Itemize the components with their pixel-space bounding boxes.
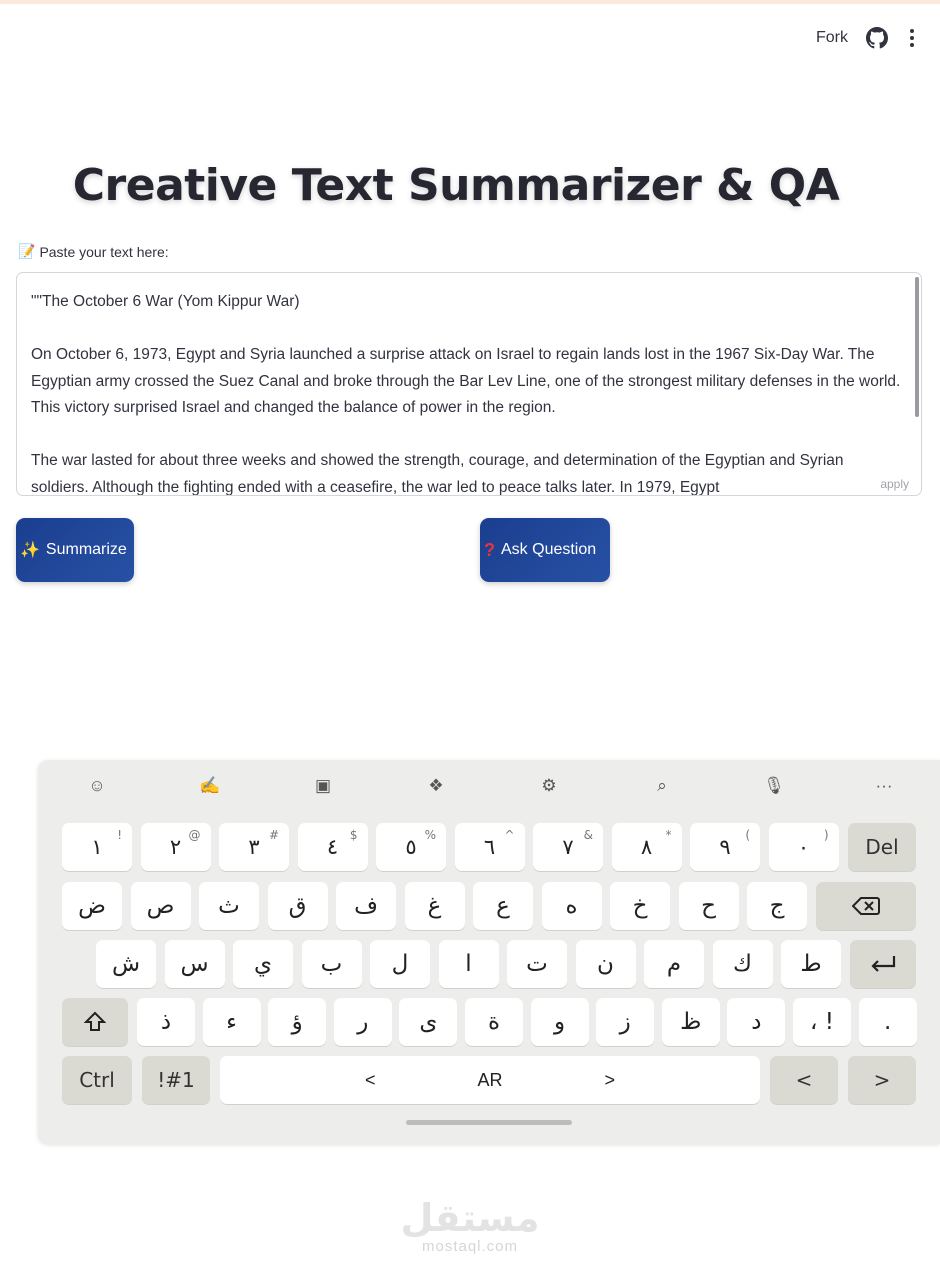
space-left-arrow: <: [365, 1069, 376, 1090]
keyboard-handle[interactable]: [406, 1120, 572, 1125]
key-label: د: [751, 1009, 762, 1035]
text-input[interactable]: [16, 272, 922, 496]
key-digit[interactable]: [298, 823, 368, 871]
key-letter[interactable]: [199, 882, 259, 930]
key-label: Del: [865, 835, 899, 859]
key-digit[interactable]: [62, 823, 132, 871]
input-label: [18, 243, 169, 260]
main-menu-icon[interactable]: [906, 29, 918, 47]
key-letter[interactable]: [233, 940, 293, 988]
key-secondary-label: !: [117, 828, 122, 842]
text-paragraph: On October 6, 1973, Egypt and Syria launched a surprise attack on Israel to regain lands lost in the 1967 Six-Day War. The Egyptian army crossed the Suez Canal and broke through the Bar Lev Line, one of the strongest military defenses in the world. This victory surprised Israel and changed the balance of power in the region.: [31, 346, 901, 416]
key-label: ، !: [810, 1009, 834, 1035]
shift-icon: [84, 1011, 106, 1033]
enter-key[interactable]: [850, 940, 916, 988]
key-label: ز: [619, 1009, 631, 1035]
key-letter[interactable]: [859, 998, 917, 1046]
backspace-icon: [852, 896, 880, 916]
summarize-button[interactable]: [16, 518, 134, 582]
language-label: AR: [477, 1069, 503, 1090]
summarize-label: Summarize: [45, 541, 127, 558]
github-icon[interactable]: [866, 27, 888, 49]
key-label: غ: [427, 893, 442, 919]
key-secondary-label: %: [424, 828, 436, 842]
key-label: ر: [357, 1009, 369, 1035]
key-letter[interactable]: [576, 940, 636, 988]
key-digit[interactable]: [533, 823, 603, 871]
key-letter[interactable]: [336, 882, 396, 930]
key-label: ٢: [169, 835, 182, 859]
key-label: ٤: [326, 835, 339, 859]
ctrl-key[interactable]: [62, 1056, 132, 1104]
key-label: ع: [496, 893, 510, 919]
key-label: !#1: [157, 1068, 195, 1092]
key-secondary-label: *: [665, 828, 672, 842]
on-screen-keyboard[interactable]: [38, 760, 940, 1144]
fork-link[interactable]: Fork: [816, 29, 848, 46]
key-secondary-label: ): [823, 828, 829, 842]
key-letter[interactable]: [507, 940, 567, 988]
settings-icon[interactable]: ⚙: [541, 776, 557, 795]
key-label: ص: [146, 893, 175, 919]
top-border: [0, 0, 940, 4]
key-label: ة: [487, 1009, 501, 1035]
key-secondary-label: &: [583, 828, 593, 842]
key-secondary-label: @: [188, 828, 201, 842]
key-letter[interactable]: [662, 998, 720, 1046]
key-label: ٩: [719, 835, 731, 859]
question-icon: ?: [484, 539, 495, 560]
text-paragraph: ""The October 6 War (Yom Kippur War): [31, 293, 300, 310]
key-letter[interactable]: [96, 940, 156, 988]
key-label: ف: [354, 893, 378, 919]
search-icon[interactable]: ⌕: [657, 776, 667, 795]
app-header: [816, 22, 918, 54]
key-label: ٣: [248, 835, 260, 859]
input-label-text: Paste your text here:: [39, 243, 169, 260]
text-input-scrollbar[interactable]: [915, 277, 919, 417]
key-letter[interactable]: [610, 882, 670, 930]
key-digit[interactable]: [141, 823, 211, 871]
key-label: ذ: [160, 1009, 172, 1035]
key-label: م: [666, 951, 682, 977]
key-label: ٦: [483, 835, 496, 859]
handwriting-icon[interactable]: ✍: [199, 776, 221, 795]
key-label: ل: [391, 951, 409, 977]
key-letter[interactable]: [596, 998, 654, 1046]
key-letter[interactable]: [302, 940, 362, 988]
key-label: و: [554, 1009, 566, 1035]
key-label: ش: [111, 951, 141, 977]
space-bar[interactable]: [220, 1056, 760, 1104]
mic-icon[interactable]: 🎙: [763, 776, 785, 795]
key-label: ق: [288, 893, 307, 919]
key-digit[interactable]: [769, 823, 839, 871]
text-paragraph: The war lasted for about three weeks and showed the strength, courage, and determination of the Egyptian and Syrian soldiers. Although the fighting ended with a ceasefire, the war led to peace talks later. In 1979, Egypt: [31, 452, 844, 496]
key-letter[interactable]: [747, 882, 807, 930]
key-secondary-label: ^: [504, 828, 515, 842]
key-letter[interactable]: [334, 998, 392, 1046]
key-label: ؤ: [291, 1009, 303, 1035]
key-digit[interactable]: [690, 823, 760, 871]
key-label: ض: [78, 893, 106, 919]
key-label: ب: [320, 951, 343, 977]
text-input-content[interactable]: [31, 289, 903, 496]
key-label: ٥: [405, 835, 417, 859]
key-letter[interactable]: [439, 940, 499, 988]
sparkles-icon: ✨: [20, 542, 40, 559]
key-label: ٨: [640, 835, 653, 859]
key-label: ى: [419, 1009, 438, 1035]
key-label: ه: [565, 893, 578, 919]
key-letter[interactable]: [405, 882, 465, 930]
apply-hint: apply: [880, 477, 909, 491]
key-label: ا: [465, 951, 472, 977]
key-letter[interactable]: [727, 998, 785, 1046]
key-letter[interactable]: [679, 882, 739, 930]
key-label: خ: [632, 893, 648, 919]
key-letter[interactable]: [531, 998, 589, 1046]
ask-question-button[interactable]: [480, 518, 610, 582]
key-letter[interactable]: [137, 998, 195, 1046]
cursor-right-key[interactable]: [848, 1056, 916, 1104]
key-letter[interactable]: [370, 940, 430, 988]
key-label: ك: [733, 951, 752, 977]
key-digit[interactable]: [612, 823, 682, 871]
key-secondary-label: (: [745, 828, 750, 842]
page-title: Creative Text Summarizer & QA: [72, 160, 840, 211]
key-label: ح: [701, 893, 716, 919]
cursor-left-key[interactable]: [770, 1056, 838, 1104]
key-label: ت: [526, 951, 548, 977]
key-secondary-label: $: [349, 828, 358, 842]
key-label: ث: [218, 893, 240, 919]
key-letter[interactable]: [713, 940, 773, 988]
watermark-logo: مستقل: [400, 1196, 540, 1240]
watermark-url: mostaql.com: [421, 1238, 519, 1255]
delete-key[interactable]: [848, 823, 916, 871]
key-label: .: [883, 1009, 892, 1035]
keyboard-toolbar: [38, 760, 940, 812]
key-label: ١: [91, 835, 103, 859]
key-label: <: [795, 1068, 813, 1092]
key-letter[interactable]: [542, 882, 602, 930]
key-digit[interactable]: [455, 823, 525, 871]
key-label: ن: [597, 951, 614, 977]
enter-icon: [869, 954, 897, 974]
space-right-arrow: >: [604, 1069, 615, 1090]
key-label: ط: [800, 951, 822, 977]
key-letter[interactable]: [203, 998, 261, 1046]
memo-icon: 📝: [18, 243, 36, 259]
key-secondary-label: #: [268, 828, 279, 842]
sticker-icon[interactable]: ❖: [428, 776, 444, 795]
emoji-icon[interactable]: ☺: [88, 776, 106, 795]
key-letter[interactable]: [793, 998, 851, 1046]
key-letter[interactable]: [465, 998, 523, 1046]
key-label: Ctrl: [79, 1068, 115, 1092]
key-label: ء: [226, 1009, 237, 1035]
key-label: ج: [769, 893, 785, 919]
key-letter[interactable]: [62, 882, 122, 930]
key-label: ٠: [797, 835, 810, 859]
key-label: س: [180, 951, 209, 977]
key-label: ٧: [562, 835, 574, 859]
key-digit[interactable]: [219, 823, 289, 871]
key-label: ظ: [680, 1009, 702, 1035]
shift-key[interactable]: [62, 998, 128, 1046]
key-digit[interactable]: [376, 823, 446, 871]
key-letter[interactable]: [644, 940, 704, 988]
key-label: ي: [253, 951, 272, 977]
more-icon[interactable]: ···: [875, 776, 893, 795]
key-letter[interactable]: [165, 940, 225, 988]
ask-question-label: Ask Question: [501, 541, 597, 558]
symbols-key[interactable]: [142, 1056, 210, 1104]
key-label: >: [873, 1068, 891, 1092]
clipboard-icon[interactable]: ▣: [314, 776, 332, 795]
backspace-key[interactable]: [816, 882, 916, 930]
key-letter[interactable]: [781, 940, 841, 988]
key-letter[interactable]: [473, 882, 533, 930]
key-letter[interactable]: [399, 998, 457, 1046]
key-letter[interactable]: [268, 998, 326, 1046]
key-letter[interactable]: [131, 882, 191, 930]
key-letter[interactable]: [268, 882, 328, 930]
